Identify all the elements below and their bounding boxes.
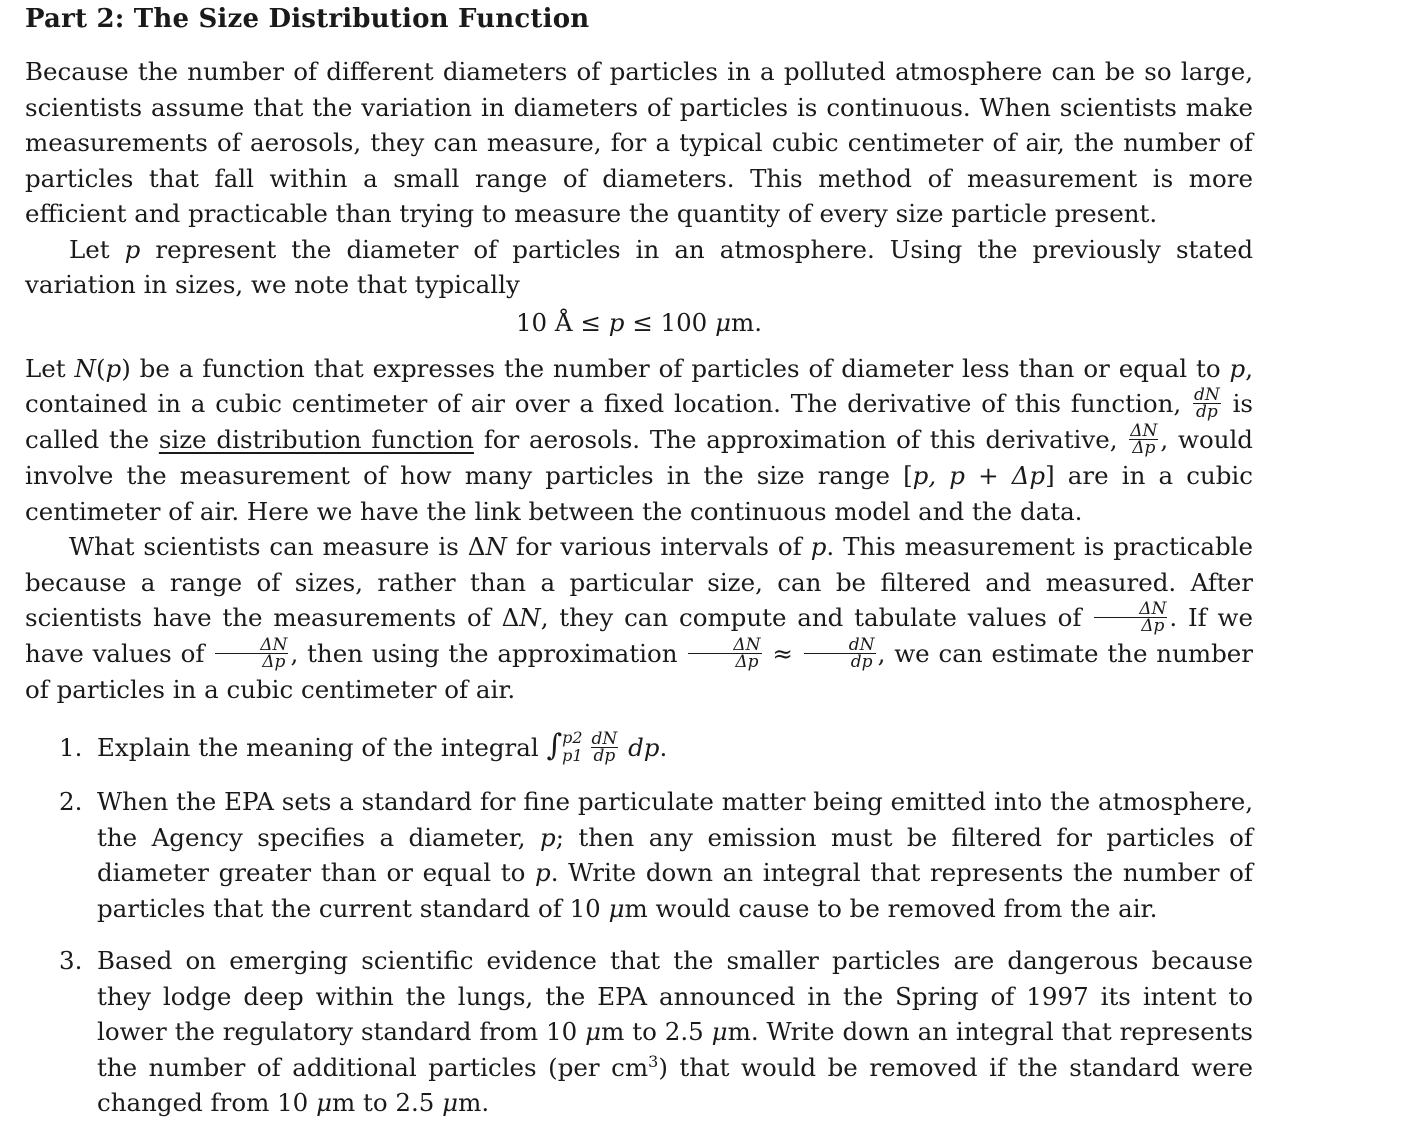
term-size-distribution-function: size distribution function (158, 425, 474, 454)
paragraph-intro: Because the number of different diameters of particles in a polluted atmosphere can be so large, scientists assume that the variation in diameters of particles is continuous. When scientists make measurements of aerosols, they can measure, for a typical cubic centimeter of air, the number of particles that fall within a small range of diameters. This method of measurement is more efficient and practicable than trying to measure the quantity of every size particle present. (25, 57, 1253, 228)
fraction-a: $\frac{\Delta N}{\Delta p}$ (1094, 601, 1167, 634)
question-list (25, 730, 1253, 1121)
fraction-deltaN-deltap: $\frac{\Delta N}{\Delta p}$ (1130, 421, 1158, 458)
fraction-c: $\frac{\Delta N}{\Delta p}$ (688, 637, 761, 670)
question-item-1: 1. Explain the meaning of the integral ∫ p2 p1 $\frac{dN}{dp}$ dp. (59, 728, 668, 766)
fraction-d: $\frac{dN}{dp}$ (804, 637, 876, 670)
section-heading: Part 2: The Size Distribution Function (25, 4, 590, 34)
paragraph-measurement: What scientists can measure is ΔN for various intervals of p. This measurement is practicable because a range of sizes, rather than a particular size, can be filtered and measured. After scientists have the measurements of ΔN, they can compute and tabulate values of $\frac{\Delta N}{\Delta p}$ . If we have values of $\frac{\Delta N}{\Delta p}$ , then using the approximation $\frac{\Delta N}{\Delta p}$ ≈ $\frac{dN}{dp}$ , we can estimate the number of particles in a cubic centimeter of air. (25, 532, 1253, 704)
display-inequality: 10 Å ≤ p ≤ 100 μm. (515, 307, 763, 337)
question-item-3: 3. Based on emerging scientific evidence that the smaller particles are dangerous because they lodge deep within the lungs, the EPA announced in the Spring of 1997 its intent to lower the regulatory standard from 10 μm to 2.5 μm. Write down an integral that represents the number of additional particles (per $cm^3$) that would be removed if the standard were changed from 10 μm to 2.5 μm. (25, 943, 1253, 1121)
integral-sign: ∫ (546, 728, 563, 764)
document-page (25, 0, 1253, 1121)
fraction-b: $\frac{\Delta N}{\Delta p}$ (215, 637, 288, 670)
fraction-dN-dp: $\frac{dN}{dp}$ (1193, 385, 1220, 422)
fraction-integrand: $\frac{dN}{dp}$ (591, 728, 618, 766)
paragraph-definition: Let N(p) be a function that expresses the number of particles of diameter less than or equal to p, contained in a cubic centimeter of air over a fixed location. The derivative of this function, $\frac{dN}{dp}$ is called the size distribution function for aerosols. The approximation of this derivative, $\frac{\Delta N}{\Delta p}$ , would involve the measurement of how many particles in the size range [p, p + Δp] are in a cubic centimeter of air. Here we have the link between the continuous model and the data. (25, 353, 1253, 526)
question-number: 2. (59, 787, 83, 816)
question-number: 3. (59, 946, 83, 975)
var-p: p (124, 234, 141, 264)
question-number: 1. (59, 732, 83, 762)
paragraph-diameter: Let p represent the diameter of particles in an atmosphere. Using the previously stated variation in sizes, we note that typically (25, 234, 1253, 299)
question-item-2: 2. When the EPA sets a standard for fine particulate matter being emitted into the atmosphere, the Agency specifies a diameter, p; then any emission must be filtered for particles of diameter greater than or equal to p. Write down an integral that represents the number of particles that the current standard of 10 μm would cause to be removed from the air. (25, 784, 1253, 926)
integral-limits: p2 p1 (562, 728, 583, 765)
